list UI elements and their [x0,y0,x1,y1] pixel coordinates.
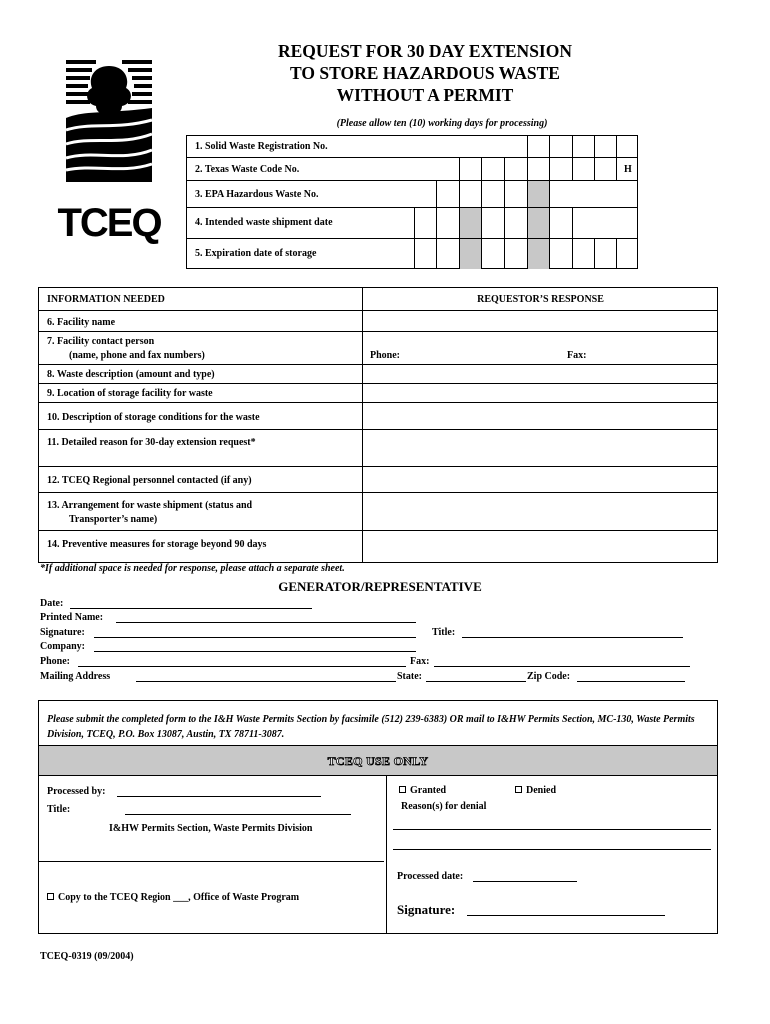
state-field[interactable] [426,671,526,682]
label-shipment-date: 4. Intended waste shipment date [195,217,333,228]
label-facility-name: 6. Facility name [47,317,116,328]
label-solid-waste-reg: 1. Solid Waste Registration No. [195,141,328,152]
date-field[interactable] [70,598,312,609]
label-zip: Zip Code: [527,671,571,682]
printed-name-field[interactable] [116,612,416,623]
label-contact-details: (name, phone and fax numbers) [69,350,205,361]
label-date: Date: [40,598,64,609]
copy-region-label: Copy to the TCEQ Region ___, Office of Waste Program [58,892,300,903]
label-regional-personnel: 12. TCEQ Regional personnel contacted (if any) [47,475,252,486]
form-number: TCEQ-0319 (09/2004) [40,951,134,962]
company-field[interactable] [94,641,416,652]
label-phone-gen: Phone: [40,656,70,667]
label-extension-reason: 11. Detailed reason for 30-day extension request* [47,437,256,448]
use-signature-field[interactable] [467,904,665,916]
title-line-2: TO STORE HAZARDOUS WASTE [290,63,560,83]
denial-reason-line-1[interactable] [393,819,711,830]
submission-box [38,700,718,934]
signature-field[interactable] [94,627,416,638]
title-line-1: REQUEST FOR 30 DAY EXTENSION [277,41,572,61]
response-contact[interactable] [363,332,718,364]
row-expiration-date[interactable] [186,238,638,269]
copy-region-checkbox[interactable] [47,893,54,900]
row-epa-waste-no[interactable] [186,180,638,207]
use-title-field[interactable] [125,804,351,815]
label-expiration-date: 5. Expiration date of storage [195,248,317,259]
label-preventive-measures: 14. Preventive measures for storage beyond 90 days [47,539,267,550]
denial-reason-line-2[interactable] [393,839,711,850]
tceq-logo-text: TCEQ [57,201,161,245]
label-epa-waste-no: 3. EPA Hazardous Waste No. [195,189,319,200]
label-shipment-arrangement: 13. Arrangement for waste shipment (status and [47,500,253,511]
label-fax: Fax: [567,350,587,361]
response-preventive-measures[interactable] [363,531,718,563]
response-regional-personnel[interactable] [363,467,718,492]
label-mailing-address: Mailing Address [40,671,111,682]
label-use-title: Title: [47,804,71,815]
denied-checkbox[interactable] [515,786,522,793]
title-field[interactable] [462,627,683,638]
row-texas-waste-code[interactable] [186,157,638,180]
label-printed-name: Printed Name: [40,612,104,623]
response-facility-name[interactable] [363,311,718,331]
response-extension-reason[interactable] [363,430,718,466]
response-shipment-arrangement[interactable] [363,493,718,530]
label-phone: Phone: [370,350,400,361]
form-title [250,40,600,106]
row-solid-waste-reg[interactable] [186,135,638,157]
label-contact-person: 7. Facility contact person [47,336,155,347]
granted-checkbox[interactable] [399,786,406,793]
title-line-3: WITHOUT A PERMIT [336,85,514,105]
processed-date-field[interactable] [473,871,577,882]
label-storage-location: 9. Location of storage facility for waste [47,388,213,399]
phone-field[interactable] [78,656,406,667]
processed-by-field[interactable] [117,786,321,797]
tceq-logo [57,58,161,245]
granted-option[interactable] [399,785,446,796]
label-signature: Signature: [40,627,85,638]
response-storage-conditions[interactable] [363,403,718,429]
tceq-use-only-banner: TCEQ USE ONLY [39,745,717,776]
response-waste-description[interactable] [363,365,718,383]
label-permits-section: I&HW Permits Section, Waste Permits Division [109,823,313,834]
tceq-logo-graphic [57,58,161,245]
label-company: Company: [40,641,86,652]
additional-space-note: *If additional space is needed for response, please attach a separate sheet. [40,563,345,574]
mailing-address-field[interactable] [136,671,396,682]
label-fax-gen: Fax: [410,656,430,667]
label-use-signature: Signature: [397,902,456,917]
denied-label: Denied [526,785,556,796]
label-waste-description: 8. Waste description (amount and type) [47,369,215,380]
label-state: State: [397,671,422,682]
granted-label: Granted [410,785,447,796]
label-denial-reasons: Reason(s) for denial [401,801,487,812]
fax-field[interactable] [434,656,690,667]
copy-region-option[interactable] [47,892,299,903]
denied-option[interactable] [515,785,556,796]
label-processed-date: Processed date: [397,871,464,882]
waste-code-suffix: H [624,164,632,175]
row-shipment-date[interactable] [186,207,638,238]
zip-field[interactable] [577,671,685,682]
label-title: Title: [432,627,456,638]
label-processed-by: Processed by: [47,786,106,797]
generator-heading: GENERATOR/REPRESENTATIVE [278,579,482,594]
header-information-needed: INFORMATION NEEDED [47,294,165,305]
label-texas-waste-code: 2. Texas Waste Code No. [195,164,300,175]
processing-note: (Please allow ten (10) working days for processing) [336,118,548,129]
submission-instructions: Please submit the completed form to the I&H Waste Permits Section by facsimile (512) 239-6383) OR mail to I&HW Permits Section, MC-130, Waste Permits Division, TCEQ, P.O. Box 13087, Austin, TX 78711-3087. [47,714,695,740]
header-requestor-response: REQUESTOR’S RESPONSE [477,294,604,305]
label-transporter-name: Transporter’s name) [69,514,158,525]
information-table [38,287,718,563]
label-storage-conditions: 10. Description of storage conditions for the waste [47,412,260,423]
response-storage-location[interactable] [363,384,718,402]
